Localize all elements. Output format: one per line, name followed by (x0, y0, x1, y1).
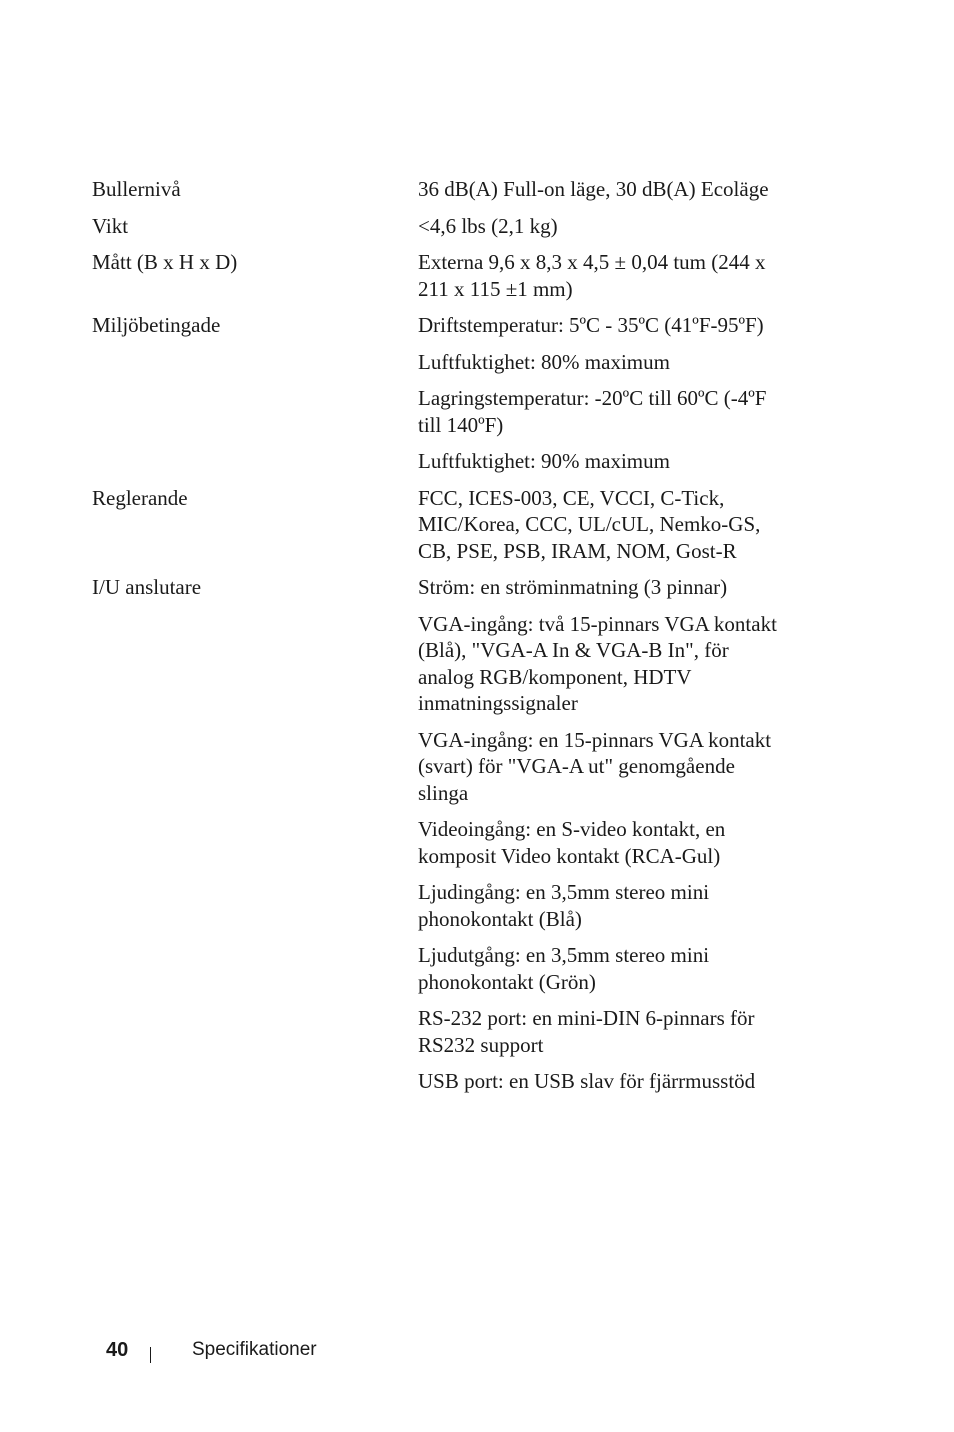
spec-label: Miljöbetingade (92, 313, 221, 337)
spec-row-io-connectors (92, 574, 792, 1095)
spec-value: Videoingång: en S-video kontakt, en komposit Video kontakt (RCA-Gul) (418, 817, 726, 868)
page-number: 40 (106, 1339, 129, 1361)
spec-row-regulatory (92, 485, 792, 565)
spec-value: Externa 9,6 x 8,3 x 4,5 ± 0,04 tum (244 x 211 x 115 ±1 mm) (418, 250, 766, 301)
footer-divider (150, 1347, 151, 1363)
spec-label: Vikt (92, 213, 129, 238)
spec-value: Luftfuktighet: 90% maximum (418, 449, 670, 473)
spec-value: VGA-ingång: en 15-pinnars VGA kontakt (svart) för "VGA-A ut" genomgående slinga (418, 727, 772, 805)
spec-label: I/U anslutare (92, 575, 202, 599)
spec-value: Ström: en ströminmatning (3 pinnar) (418, 575, 728, 599)
spec-value: Luftfuktighet: 80% maximum (418, 349, 670, 374)
spec-row-dimensions (92, 249, 792, 302)
footer-section-name: Specifikationer (192, 1339, 317, 1360)
spec-values (418, 213, 778, 240)
spec-value: Lagringstemperatur: -20ºC till 60ºC (-4ºF till 140ºF) (418, 386, 767, 437)
spec-value: <4,6 lbs (2,1 kg) (418, 213, 558, 238)
spec-table (92, 176, 792, 1105)
spec-values (418, 485, 778, 565)
spec-label: Bullernivå (92, 177, 181, 201)
spec-value: 36 dB(A) Full-on läge, 30 dB(A) Ecoläge (418, 177, 769, 201)
spec-values (418, 176, 778, 203)
spec-label: Reglerande (92, 485, 188, 510)
spec-value: RS-232 port: en mini-DIN 6-pinnars för RS232 support (418, 1006, 755, 1057)
spec-row-weight (92, 213, 792, 240)
spec-label: Mått (B x H x D) (92, 250, 238, 274)
spec-value: FCC, ICES-003, CE, VCCI, C-Tick, MIC/Korea, CCC, UL/cUL, Nemko-GS, CB, PSE, PSB, IRAM, NOM, Gost-R (418, 485, 761, 563)
page-footer (0, 1336, 954, 1366)
spec-values (418, 574, 778, 1095)
spec-value: Ljudutgång: en 3,5mm stereo mini phonokontakt (Grön) (418, 943, 710, 994)
spec-values (418, 249, 778, 302)
spec-value: USB port: en USB slav för fjärrmusstöd (418, 1069, 756, 1093)
spec-row-noise-level (92, 176, 792, 203)
spec-value: Ljudingång: en 3,5mm stereo mini phonokontakt (Blå) (418, 880, 710, 931)
spec-row-environmental (92, 312, 792, 475)
spec-value: Driftstemperatur: 5ºC - 35ºC (41ºF-95ºF) (418, 313, 764, 337)
spec-value: VGA-ingång: två 15-pinnars VGA kontakt (Blå), "VGA-A In & VGA-B In", för analog RGB/komponent, HDTV inmatningssignaler (418, 611, 777, 715)
spec-values (418, 312, 778, 475)
